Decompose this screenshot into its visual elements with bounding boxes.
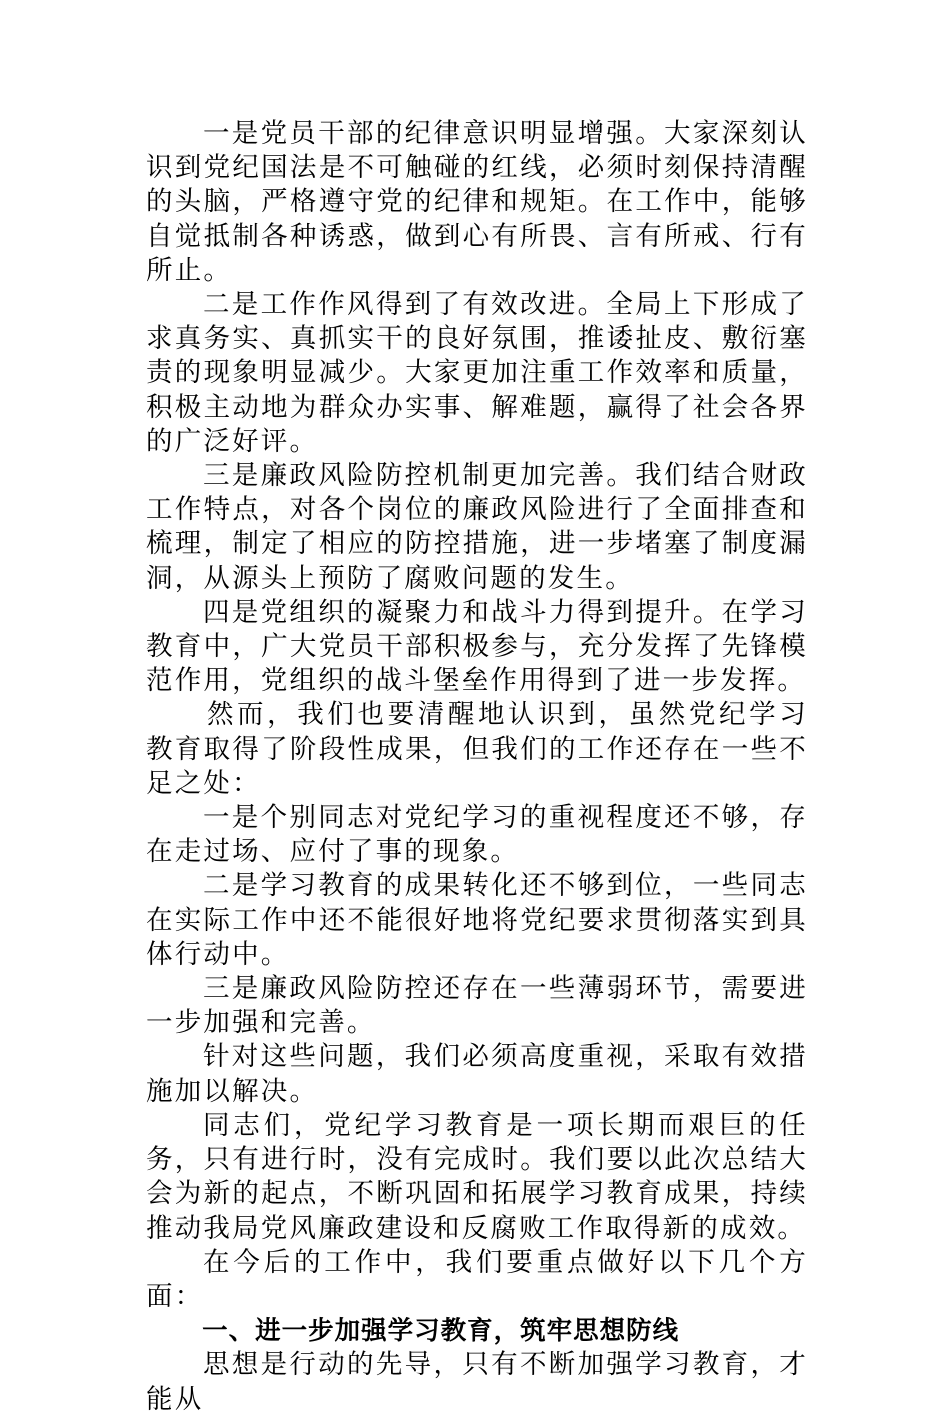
paragraph-address-problems: 针对这些问题，我们必须高度重视，采取有效措施加以解决。 (146, 1041, 808, 1107)
paragraph-risk-control: 三是廉政风险防控机制更加完善。我们结合财政工作特点，对各个岗位的廉政风险进行了全面排查和梳理，制定了相应的防控措施，进一步堵塞了制度漏洞，从源头上预防了腐败问题的发生。 (146, 460, 808, 594)
paragraph-shortcomings-intro: 然而，我们也要清醒地认识到，虽然党纪学习教育取得了阶段性成果，但我们的工作还存在一些不足之处： (146, 699, 808, 799)
document-page (146, 117, 808, 1417)
paragraph-shortcoming-3: 三是廉政风险防控还存在一些薄弱环节，需要进一步加强和完善。 (146, 973, 808, 1039)
section-heading: 一、进一步加强学习教育，筑牢思想防线 (202, 1316, 680, 1347)
paragraph-closing: 思想是行动的先导，只有不断加强学习教育，才能从 (146, 1349, 808, 1415)
paragraph-shortcoming-2: 二是学习教育的成果转化还不够到位，一些同志在实际工作中还不能很好地将党纪要求贯彻落实到具体行动中。 (146, 870, 808, 970)
paragraph-work-style: 二是工作作风得到了有效改进。全局上下形成了求真务实、真抓实干的良好氛围，推诿扯皮、敷衍塞责的现象明显减少。大家更加注重工作效率和质量，积极主动地为群众办实事、解难题，赢得了社会各界的广泛好评。 (146, 289, 808, 457)
paragraph-discipline-awareness: 一是党员干部的纪律意识明显增强。大家深刻认识到党纪国法是不可触碰的红线，必须时刻保持清醒的头脑，严格遵守党的纪律和规矩。在工作中，能够自觉抵制各种诱惑，做到心有所畏、言有所戒、行有所止。 (146, 118, 808, 286)
paragraph-party-cohesion: 四是党组织的凝聚力和战斗力得到提升。在学习教育中，广大党员干部积极参与，充分发挥了先锋模范作用，党组织的战斗堡垒作用得到了进一步发挥。 (146, 596, 808, 697)
paragraph-future-work-intro: 在今后的工作中，我们要重点做好以下几个方面： (146, 1246, 808, 1312)
paragraph-shortcoming-1: 一是个别同志对党纪学习的重视程度还不够，存在走过场、应付了事的现象。 (146, 802, 808, 868)
paragraph-long-term-task: 同志们，党纪学习教育是一项长期而艰巨的任务，只有进行时，没有完成时。我们要以此次总结大会为新的起点，不断巩固和拓展学习教育成果，持续推动我局党风廉政建设和反腐败工作取得新的成效。 (146, 1109, 808, 1244)
